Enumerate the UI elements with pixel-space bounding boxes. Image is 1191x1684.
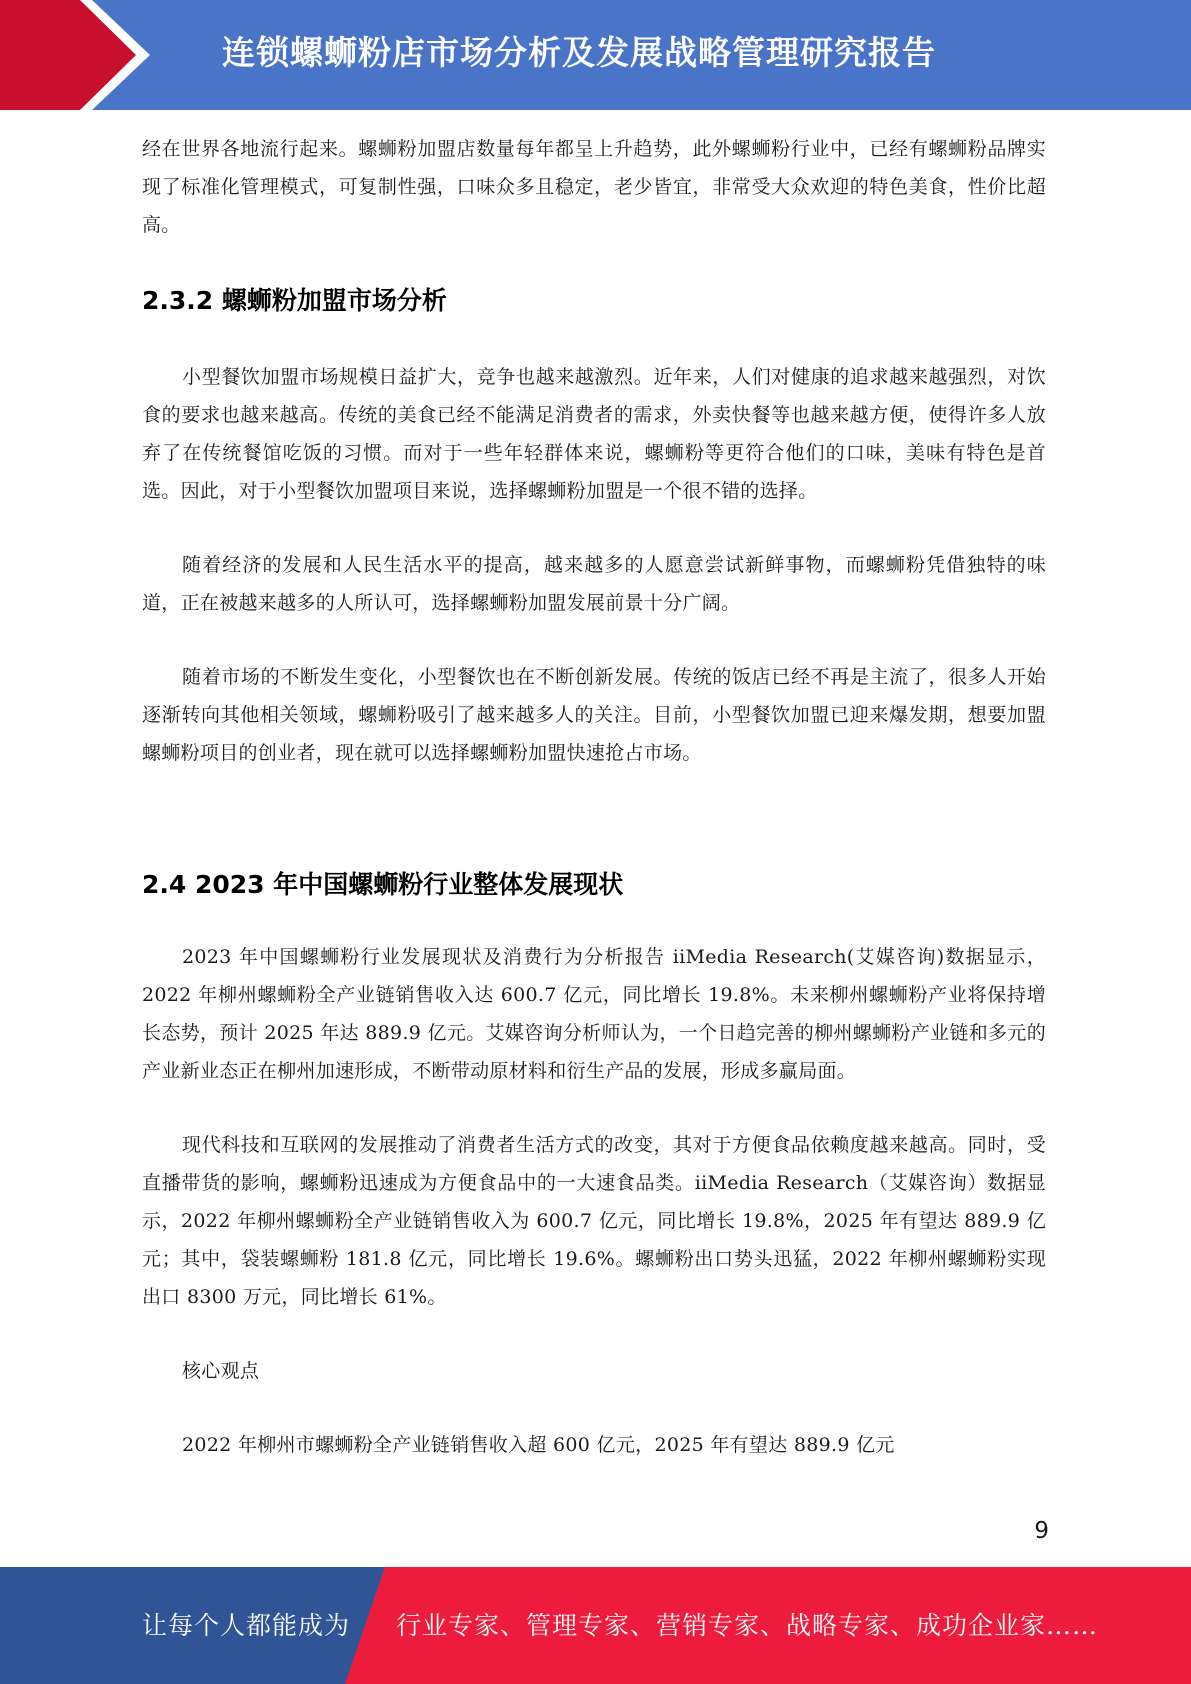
paragraph-franchise-3: 随着市场的不断发生变化，小型餐饮也在不断创新发展。传统的饭店已经不再是主流了，很多人开始逐渐转向其他相关领域，螺蛳粉吸引了越来越多人的关注。目前，小型餐饮加盟已迎来爆发期，想要加盟螺蛳粉项目的创业者，现在就可以选择螺蛳粉加盟快速抢占市场。	[142, 666, 1046, 764]
core-viewpoint-label: 核心观点	[182, 1360, 260, 1382]
footer-slogan-left: 让每个人都能成为	[142, 1611, 351, 1640]
section-heading-2-3-2: 2.3.2 螺蛳粉加盟市场分析	[142, 286, 447, 315]
paragraph-franchise-2: 随着经济的发展和人民生活水平的提高，越来越多的人愿意尝试新鲜事物，而螺蛳粉凭借独特的味道，正在被越来越多的人所认可，选择螺蛳粉加盟发展前景十分广阔。	[142, 554, 1046, 614]
header-arrow-decoration	[0, 0, 150, 110]
header-banner	[0, 0, 1191, 110]
paragraph-industry-2: 现代科技和互联网的发展推动了消费者生活方式的改变，其对于方便食品依赖度越来越高。同时，受直播带货的影响，螺蛳粉迅速成为方便食品中的一大速食品类。iiMedia Research（艾媒咨询）数据显示，2022 年柳州螺蛳粉全产业链销售收入为 600.7 亿元，同比增长 19.8%，2025 年有望达 889.9 亿元；其中，袋装螺蛳粉 181.8 亿元，同比增长 19.6%。螺蛳粉出口势头迅猛，2022 年柳州螺蛳粉实现出口 8300 万元，同比增长 61%。	[142, 1134, 1046, 1308]
page-content	[142, 130, 1046, 1464]
report-title: 连锁螺蛳粉店市场分析及发展战略管理研究报告	[222, 33, 936, 72]
paragraph-franchise-1: 小型餐饮加盟市场规模日益扩大，竞争也越来越激烈。近年来，人们对健康的追求越来越强烈，对饮食的要求也越来越高。传统的美食已经不能满足消费者的需求，外卖快餐等也越来越方便，使得许多人放弃了在传统餐馆吃饭的习惯。而对于一些年轻群体来说，螺蛳粉等更符合他们的口味，美味有特色是首选。因此，对于小型餐饮加盟项目来说，选择螺蛳粉加盟是一个很不错的选择。	[142, 366, 1046, 502]
section-heading-2-4: 2.4 2023 年中国螺蛳粉行业整体发展现状	[142, 870, 624, 899]
paragraph-intro: 经在世界各地流行起来。螺蛳粉加盟店数量每年都呈上升趋势，此外螺蛳粉行业中，已经有螺蛳粉品牌实现了标准化管理模式，可复制性强，口味众多且稳定，老少皆宜，非常受大众欢迎的特色美食，性价比超高。	[142, 138, 1046, 236]
footer-slogan-right: 行业专家、管理专家、营销专家、战略专家、成功企业家……	[396, 1611, 1099, 1640]
paragraph-industry-1: 2023 年中国螺蛳粉行业发展现状及消费行为分析报告 iiMedia Research(艾媒咨询)数据显示，2022 年柳州螺蛳粉全产业链销售收入达 600.7 亿元，同比增长 19.8%。未来柳州螺蛳粉产业将保持增长态势，预计 2025 年达 889.9 亿元。艾媒咨询分析师认为，一个日趋完善的柳州螺蛳粉产业链和多元的产业新业态正在柳州加速形成，不断带动原材料和衍生产品的发展，形成多赢局面。	[142, 946, 1046, 1082]
core-viewpoint-text: 2022 年柳州市螺蛳粉全产业链销售收入超 600 亿元，2025 年有望达 889.9 亿元	[182, 1434, 895, 1456]
page-number: 9	[1034, 1518, 1049, 1544]
footer-banner	[0, 1567, 1191, 1684]
